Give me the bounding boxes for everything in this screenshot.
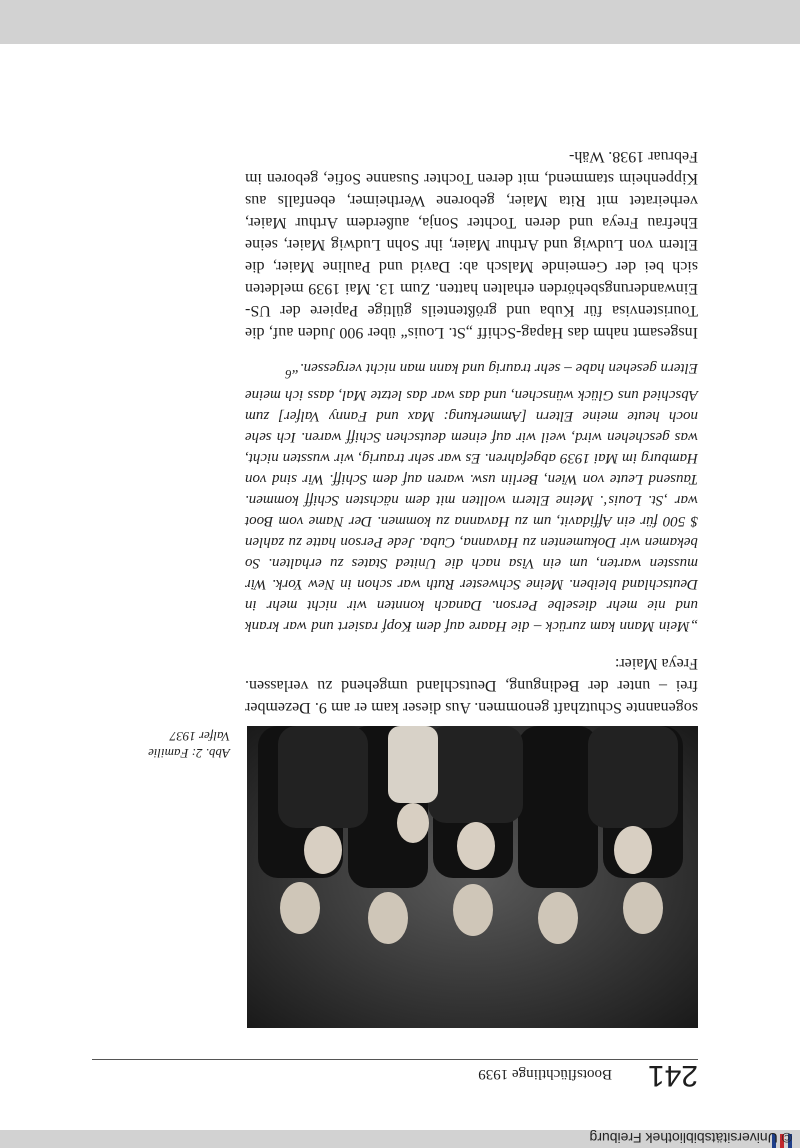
quote-text: „Mein Mann kam zurück – die Haare auf dem Kopf rasiert und war krank und nie mehr dieselbe Person. Danach konnten wir nicht mehr in Deutschland bleiben. Meine Schwester Ruth war schon in New York. Wir mussten warten, um ein Visa nach die United States zu erhalten. So bekamen wir Dokumenten zu Havanna, Cuba. Jede Person hatte zu zahlen $ 500 für ein Affidavit, um zu Havanna zu kommen. Der Name vom Boot war ‚St. Louis‘. Meine Eltern wollten mit dem nächsten Schiff kommen. Tausend Leute von Wien, Berlin usw. waren auf dem Schiff. Wir sind von Hamburg im Mai 1939 abgefahren. Es war sehr traurig, wir wussten nicht, was geschehen wird, weil wir auf einem deutschen Schiff waren. Ich sehe noch heute meine Eltern [Ammerkung: Max und Fanny Valfer] zum Abschied uns Glück wünschen, und das war das letzte Mal, dass ich meine Eltern gesehen habe – sehr traurig und kann man nicht vergessen.“	[245, 360, 698, 634]
viewer-bottom-bar	[0, 0, 800, 44]
paragraph: Insgesamt nahm das Hapag-Schiff „St. Louis“ über 900 Juden auf, die Touristenvisa für Kuba und größtenteils gültige Papiere der US-Einwanderungsbehörden erhalten hatten. Zum 13. Mai 1939 meldeten sich bei der Gemeinde Malsch ab: David und Pauline Maier, die Eltern von Ludwig und Arthur Maier, ihr Sohn Ludwig Maier, seine Ehefrau Freya und deren Tochter Sonja, außerdem Arthur Maier, verheiratet mit Rita Maier, geborene Wertheimer, ebenfalls aus Kippenheim stammend, mit deren Tochter Susanne Sofie, geboren im Februar 1938. Wäh-	[245, 148, 698, 341]
caption-line: Abb. 2: Familie	[148, 746, 230, 761]
page-header	[92, 1059, 698, 1090]
caption-line: Valfer 1937	[169, 729, 230, 744]
article-body	[245, 145, 698, 718]
page-number: 241	[647, 1059, 698, 1092]
viewer-top-bar	[0, 1130, 800, 1148]
quote-paragraph	[245, 357, 698, 636]
paragraph: sogenannte Schutzhaft genommen. Aus dieser kam er am 9. Dezember frei – unter der Bedingung, Deutschland umgehend zu verlassen. Freya Maier:	[245, 655, 698, 716]
running-head: Bootsflüchtlinge 1939	[478, 1066, 612, 1082]
footnote-marker: 6	[285, 367, 292, 381]
top-bar-text: © Universitätsbibliothek Freiburg	[589, 1130, 792, 1146]
figure-caption	[140, 728, 230, 762]
family-photo	[247, 726, 698, 1028]
